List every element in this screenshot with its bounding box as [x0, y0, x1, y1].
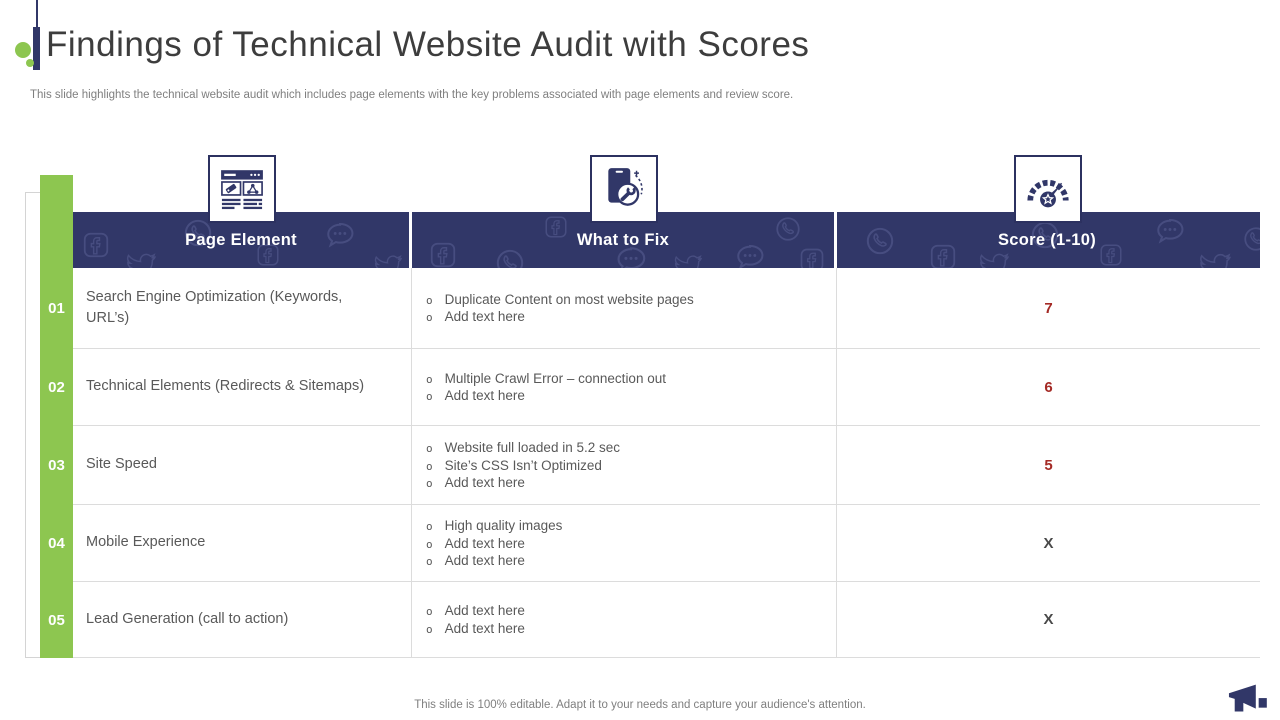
whatsapp-icon	[863, 224, 897, 258]
fix-text: Add text here	[444, 475, 525, 490]
bullet-icon: o	[426, 390, 433, 404]
mobile-repair-icon	[590, 155, 658, 223]
fix-text: Add text here	[444, 620, 525, 636]
fix-item	[426, 553, 826, 568]
fix-item	[426, 475, 826, 490]
fix-item	[426, 292, 826, 307]
facebook-icon	[543, 214, 569, 240]
fix-item	[426, 621, 826, 636]
score-cell: X	[837, 505, 1260, 582]
bullet-icon: o	[426, 372, 433, 386]
title-accent-line	[36, 0, 38, 30]
fix-item	[426, 388, 826, 403]
table-row	[40, 505, 1260, 582]
chat-bubble-icon	[733, 240, 767, 268]
fix-text: Add text here	[444, 309, 525, 325]
facebook-icon	[928, 242, 958, 268]
fix-list	[426, 368, 826, 406]
fix-item	[426, 371, 826, 386]
bullet-icon: o	[426, 311, 433, 325]
page-title: Findings of Technical Website Audit with Scores	[46, 25, 810, 64]
fix-list	[426, 289, 826, 327]
row-number: 04	[48, 535, 65, 552]
webpage-layout-icon	[208, 155, 276, 223]
bullet-icon: o	[426, 555, 433, 568]
bullet-icon: o	[426, 537, 433, 551]
page-element-cell: Site Speed	[73, 426, 412, 505]
fix-item	[426, 603, 826, 618]
fix-item	[426, 536, 826, 551]
what-to-fix-cell	[412, 505, 837, 582]
page-element-cell: Technical Elements (Redirects & Sitemaps)	[73, 349, 412, 426]
row-number: 02	[48, 379, 65, 396]
title-accent-bar	[33, 27, 40, 70]
what-to-fix-cell	[412, 426, 837, 505]
facebook-icon	[798, 246, 826, 268]
fix-text: Duplicate Content on most website pages	[444, 291, 694, 307]
score-cell: 6	[837, 349, 1260, 426]
table-row	[40, 582, 1260, 658]
row-number: 01	[48, 300, 65, 317]
facebook-icon	[1098, 242, 1124, 268]
whatsapp-icon	[1241, 224, 1260, 254]
what-to-fix-cell	[412, 582, 837, 658]
row-number: 03	[48, 457, 65, 474]
what-to-fix-cell	[412, 268, 837, 349]
bullet-icon: o	[426, 520, 433, 533]
title-accent-dot-small	[26, 59, 34, 67]
bullet-icon: o	[426, 459, 433, 473]
fix-text: Site’s CSS Isn’t Optimized	[444, 457, 602, 473]
twitter-icon	[673, 252, 703, 268]
fix-item	[426, 440, 826, 455]
bullet-icon: o	[426, 293, 433, 307]
bullet-icon: o	[426, 477, 433, 490]
fix-text: Website full loaded in 5.2 sec	[444, 440, 620, 455]
fix-text: Multiple Crawl Error – connection out	[444, 370, 666, 386]
fix-list	[426, 438, 826, 493]
bullet-icon: o	[426, 442, 433, 455]
column-header-label: Page Element	[185, 230, 297, 249]
row-number: 05	[48, 611, 65, 629]
twitter-icon	[125, 250, 157, 268]
fix-text: High quality images	[444, 518, 563, 533]
megaphone-icon	[1228, 682, 1274, 720]
twitter-icon	[373, 252, 403, 268]
bullet-icon: o	[426, 622, 433, 636]
page-element-cell: Lead Generation (call to action)	[73, 582, 412, 658]
page-element-cell: Mobile Experience	[73, 505, 412, 582]
whatsapp-icon	[773, 214, 803, 244]
fix-list	[426, 516, 826, 571]
page-element-cell: Search Engine Optimization (Keywords, URL’s)	[73, 268, 412, 349]
column-header-label: Score (1-10)	[997, 230, 1097, 249]
gauge-score-icon	[1014, 155, 1082, 223]
fix-text: Add text here	[444, 553, 525, 568]
table-row	[40, 426, 1260, 505]
chat-bubble-icon	[323, 218, 357, 252]
facebook-icon	[81, 230, 111, 260]
fix-text: Add text here	[444, 535, 525, 551]
column-header-label: What to Fix	[576, 230, 670, 249]
whatsapp-icon	[493, 246, 527, 268]
score-cell: 7	[837, 268, 1260, 349]
score-cell: 5	[837, 426, 1260, 505]
fix-list	[426, 601, 826, 639]
twitter-icon	[978, 250, 1010, 268]
fix-text: Add text here	[444, 388, 525, 404]
footer-note: This slide is 100% editable. Adapt it to your needs and capture your audience's attention.	[414, 699, 866, 711]
table-row	[40, 268, 1260, 349]
fix-item	[426, 458, 826, 473]
score-cell: X	[837, 582, 1260, 658]
what-to-fix-cell	[412, 349, 837, 426]
slide-subtitle: This slide highlights the technical website audit which includes page elements with the key problems associated with page elements and review score.	[30, 89, 794, 101]
chat-bubble-icon	[1153, 214, 1187, 248]
table-row	[40, 349, 1260, 426]
title-accent-dot-large	[15, 42, 31, 58]
fix-text: Add text here	[444, 603, 525, 619]
bullet-icon: o	[426, 605, 433, 619]
twitter-icon	[1198, 250, 1232, 268]
fix-item	[426, 518, 826, 533]
fix-item	[426, 309, 826, 324]
facebook-icon	[428, 240, 458, 268]
table-body	[40, 268, 1260, 658]
